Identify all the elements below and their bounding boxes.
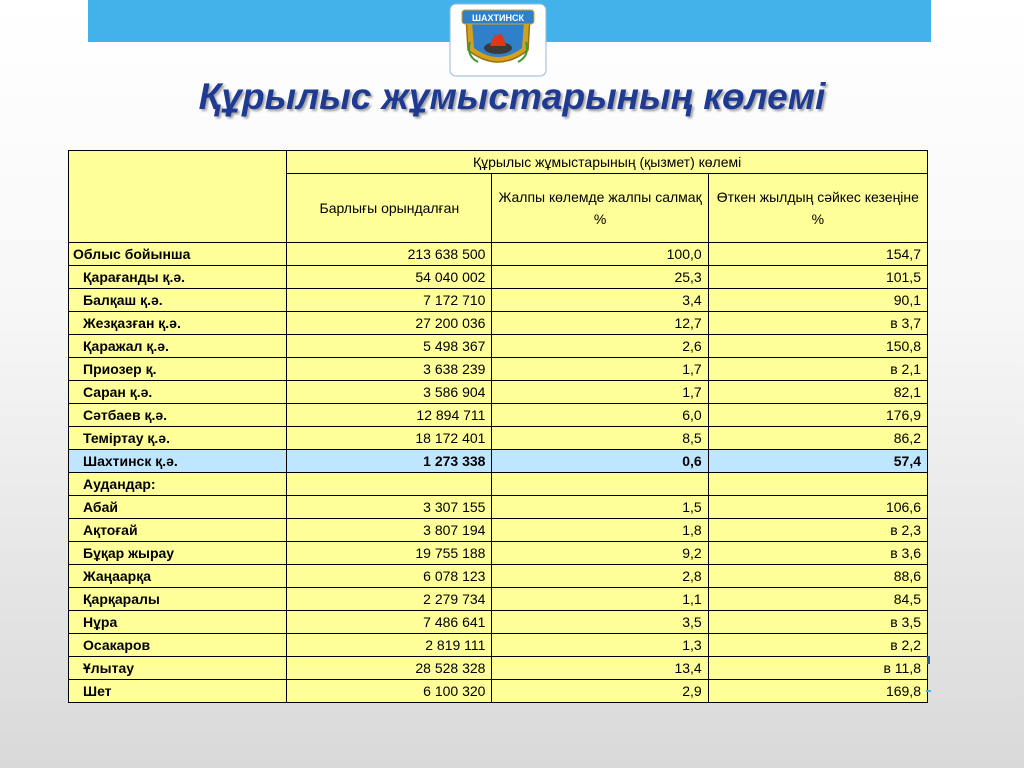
row-name-cell: Жезқазған қ.ә. [69,312,287,335]
row-share-cell: 1,8 [492,519,708,542]
table-row [69,611,928,634]
row-total-cell [287,473,492,496]
table-row [69,289,928,312]
table-row [69,473,928,496]
row-prev-period-cell: в 2,3 [708,519,927,542]
row-share-cell: 8,5 [492,427,708,450]
row-share-cell: 13,4 [492,657,708,680]
table-row [69,243,928,266]
row-share-cell: 6,0 [492,404,708,427]
table-row [69,450,928,473]
row-total-cell: 2 279 734 [287,588,492,611]
row-share-cell: 25,3 [492,266,708,289]
decor-mark [926,690,931,692]
row-total-cell: 6 100 320 [287,680,492,703]
row-prev-period-cell: 176,9 [708,404,927,427]
row-share-cell: 100,0 [492,243,708,266]
table-row [69,542,928,565]
row-share-cell: 1,3 [492,634,708,657]
table-row [69,496,928,519]
table-row [69,565,928,588]
decor-mark [927,656,930,664]
row-prev-period-cell: 106,6 [708,496,927,519]
row-name-cell: Жаңаарқа [69,565,287,588]
row-share-cell [492,473,708,496]
row-prev-period-cell: в 3,7 [708,312,927,335]
row-name-cell: Приозер қ. [69,358,287,381]
row-total-cell: 18 172 401 [287,427,492,450]
table-row [69,404,928,427]
row-share-cell: 2,8 [492,565,708,588]
table-row [69,312,928,335]
emblem-text: ШАХТИНСК [471,13,525,23]
row-prev-period-cell: 84,5 [708,588,927,611]
row-name-cell: Аудандар: [69,473,287,496]
row-total-cell: 27 200 036 [287,312,492,335]
row-total-cell: 54 040 002 [287,266,492,289]
row-share-cell: 1,5 [492,496,708,519]
row-prev-period-cell: 150,8 [708,335,927,358]
corner-header-cell [69,151,287,243]
row-total-cell: 3 586 904 [287,381,492,404]
row-prev-period-cell: в 3,5 [708,611,927,634]
row-total-cell: 7 486 641 [287,611,492,634]
table-row [69,266,928,289]
row-name-cell: Қарағанды қ.ә. [69,266,287,289]
row-prev-period-cell: 88,6 [708,565,927,588]
row-share-cell: 3,4 [492,289,708,312]
row-share-cell: 3,5 [492,611,708,634]
table-row [69,335,928,358]
row-prev-period-cell: в 11,8 [708,657,927,680]
column-header-total: Барлығы орындалған [287,174,492,243]
row-total-cell: 5 498 367 [287,335,492,358]
page-title: Құрылыс жұмыстарының көлемі [198,76,826,117]
row-name-cell: Осакаров [69,634,287,657]
row-share-cell: 12,7 [492,312,708,335]
table-row [69,358,928,381]
row-prev-period-cell [708,473,927,496]
row-total-cell: 6 078 123 [287,565,492,588]
row-share-cell: 1,7 [492,358,708,381]
row-name-cell: Абай [69,496,287,519]
row-prev-period-cell: 154,7 [708,243,927,266]
table-body [69,243,928,703]
row-prev-period-cell: 86,2 [708,427,927,450]
row-name-cell: Қарқаралы [69,588,287,611]
group-header: Құрылыс жұмыстарының (қызмет) көлемі [287,151,928,174]
construction-volume-table [68,150,928,703]
row-total-cell: 28 528 328 [287,657,492,680]
row-prev-period-cell: 57,4 [708,450,927,473]
row-name-cell: Саран қ.ә. [69,381,287,404]
row-total-cell: 12 894 711 [287,404,492,427]
row-name-cell: Ақтоғай [69,519,287,542]
row-name-cell: Ұлытау [69,657,287,680]
table-row [69,657,928,680]
row-prev-period-cell: в 3,6 [708,542,927,565]
row-prev-period-cell: 90,1 [708,289,927,312]
row-total-cell: 3 807 194 [287,519,492,542]
column-header-share: Жалпы көлемде жалпы салмақ % [492,174,708,243]
table-row [69,381,928,404]
row-total-cell: 213 638 500 [287,243,492,266]
row-name-cell: Шахтинск қ.ә. [69,450,287,473]
row-total-cell: 7 172 710 [287,289,492,312]
table-row [69,634,928,657]
table-row [69,680,928,703]
row-share-cell: 1,7 [492,381,708,404]
row-name-cell: Шет [69,680,287,703]
row-name-cell: Сәтбаев қ.ә. [69,404,287,427]
row-share-cell: 2,9 [492,680,708,703]
row-prev-period-cell: 101,5 [708,266,927,289]
row-share-cell: 9,2 [492,542,708,565]
row-prev-period-cell: в 2,1 [708,358,927,381]
row-prev-period-cell: 82,1 [708,381,927,404]
row-share-cell: 0,6 [492,450,708,473]
row-name-cell: Бұқар жырау [69,542,287,565]
row-name-cell: Қаражал қ.ә. [69,335,287,358]
row-total-cell: 1 273 338 [287,450,492,473]
row-total-cell: 3 307 155 [287,496,492,519]
table-row [69,519,928,542]
row-name-cell: Балқаш қ.ә. [69,289,287,312]
row-total-cell: 2 819 111 [287,634,492,657]
row-name-cell: Теміртау қ.ә. [69,427,287,450]
row-share-cell: 1,1 [492,588,708,611]
table-row [69,588,928,611]
row-share-cell: 2,6 [492,335,708,358]
row-total-cell: 19 755 188 [287,542,492,565]
row-name-cell: Нұра [69,611,287,634]
row-name-cell: Облыс бойынша [69,243,287,266]
column-header-prev-period: Өткен жылдың сәйкес кезеңіне % [708,174,927,243]
row-prev-period-cell: 169,8 [708,680,927,703]
row-total-cell: 3 638 239 [287,358,492,381]
table-row [69,427,928,450]
row-prev-period-cell: в 2,2 [708,634,927,657]
city-emblem-icon [448,2,548,78]
